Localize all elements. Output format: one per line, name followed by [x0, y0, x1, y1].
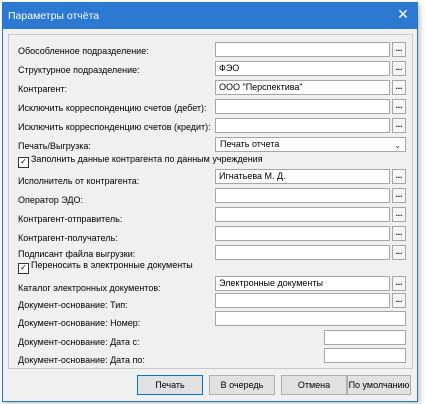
print-export-dropdown[interactable]	[215, 137, 406, 152]
separate-division-select-button[interactable]: ...	[392, 42, 406, 57]
basis-date-from-label: Документ-основание: Дата с:	[18, 337, 140, 347]
basis-type-label: Документ-основание: Тип:	[18, 300, 128, 310]
separate-division-label: Обособленное подразделение:	[18, 46, 149, 56]
transfer-checkbox[interactable]: ✓	[18, 263, 29, 274]
exclude-debit-select-button[interactable]: ...	[392, 99, 406, 114]
catalog-select-button[interactable]: ...	[392, 276, 406, 291]
fill-counterparty-checkbox-label: Заполнить данные контрагента по данным учреждения	[31, 154, 263, 164]
chevron-down-icon[interactable]: ⌄	[394, 141, 401, 150]
separate-division-field[interactable]	[215, 42, 390, 57]
counterparty-field[interactable]: ООО "Перспектива"	[215, 80, 390, 95]
transfer-checkbox-label: Переносить в электронные документы	[31, 260, 193, 270]
basis-date-to-label: Документ-основание: Дата по:	[18, 355, 145, 365]
edo-operator-select-button[interactable]: ...	[392, 188, 406, 203]
sender-label: Контрагент-отправитель:	[18, 214, 123, 224]
cancel-button[interactable]: Отмена	[281, 375, 347, 395]
executor-label: Исполнитель от контрагента:	[18, 176, 140, 186]
exclude-credit-label: Исключить корреспонденцию счетов (кредит):	[18, 122, 211, 132]
basis-type-select-button[interactable]: ...	[392, 293, 406, 308]
exclude-credit-field[interactable]	[215, 118, 390, 133]
report-parameters-dialog	[2, 2, 418, 402]
edo-operator-label: Оператор ЭДО:	[18, 195, 83, 205]
exclude-debit-label: Исключить корреспонденцию счетов (дебет):	[18, 103, 207, 113]
basis-date-to-field[interactable]	[324, 348, 406, 363]
transfer-checkbox-row[interactable]	[18, 260, 193, 274]
print-export-value: Печать отчета	[220, 139, 280, 149]
catalog-label: Каталог электронных документов:	[18, 283, 161, 293]
defaults-button[interactable]: По умолчанию	[347, 375, 411, 395]
structural-division-label: Структурное подразделение:	[18, 65, 140, 75]
sender-field[interactable]	[215, 207, 390, 222]
exclude-credit-select-button[interactable]: ...	[392, 118, 406, 133]
window-title: Параметры отчёта	[8, 10, 100, 22]
title-bar[interactable]	[3, 3, 417, 29]
catalog-field[interactable]: Электронные документы	[215, 276, 390, 291]
basis-number-label: Документ-основание: Номер:	[18, 318, 141, 328]
basis-number-field[interactable]	[215, 311, 406, 326]
exclude-debit-field[interactable]	[215, 99, 390, 114]
fill-counterparty-checkbox-row[interactable]	[18, 154, 263, 168]
print-button[interactable]: Печать	[137, 375, 203, 395]
fill-counterparty-checkbox[interactable]: ✓	[18, 157, 29, 168]
print-export-label: Печать/Выгрузка:	[18, 141, 91, 151]
close-icon[interactable]: ✕	[397, 6, 409, 22]
basis-type-field[interactable]	[215, 293, 390, 308]
sender-select-button[interactable]: ...	[392, 207, 406, 222]
signer-select-button[interactable]: ...	[392, 245, 406, 260]
signer-label: Подписант файла выгрузки:	[18, 249, 136, 259]
parameters-panel	[8, 34, 413, 369]
structural-division-select-button[interactable]: ...	[392, 61, 406, 76]
recipient-field[interactable]	[215, 226, 390, 241]
executor-select-button[interactable]: ...	[392, 169, 406, 184]
structural-division-field[interactable]: ФЭО	[215, 61, 390, 76]
signer-field[interactable]	[215, 245, 390, 260]
executor-field[interactable]: Игнатьева М. Д.	[215, 169, 390, 184]
counterparty-select-button[interactable]: ...	[392, 80, 406, 95]
recipient-select-button[interactable]: ...	[392, 226, 406, 241]
edo-operator-field[interactable]	[215, 188, 390, 203]
queue-button[interactable]: В очередь	[209, 375, 275, 395]
basis-date-from-field[interactable]	[324, 330, 406, 345]
counterparty-label: Контрагент:	[18, 84, 68, 94]
recipient-label: Контрагент-получатель:	[18, 233, 118, 243]
